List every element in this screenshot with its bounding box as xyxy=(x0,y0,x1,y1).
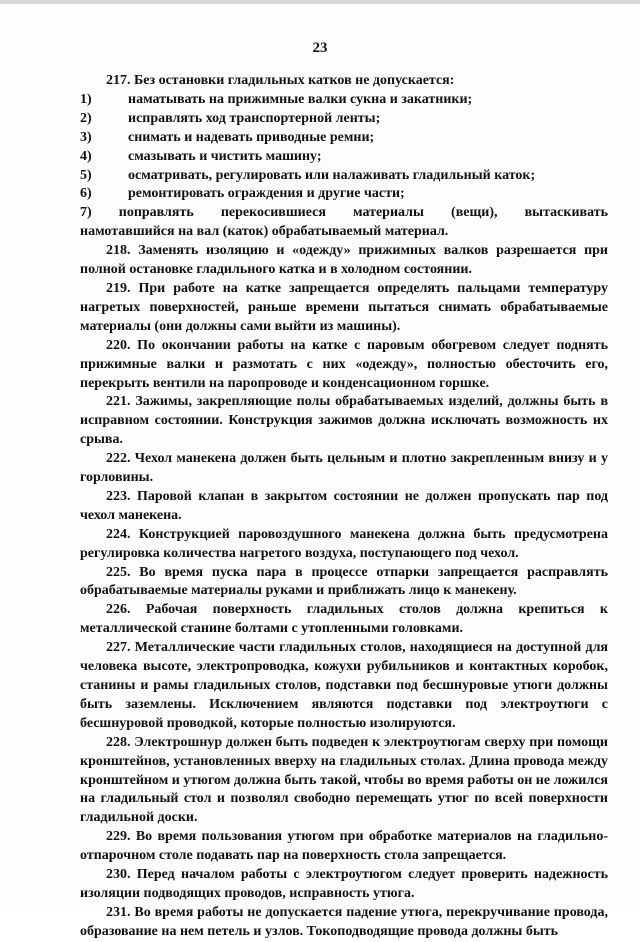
list-item-number: 2) xyxy=(80,110,92,126)
list-item xyxy=(80,148,608,167)
paragraph-225: 225. Во время пуска пара в процессе отпарки запрещается расправлять обрабатываемые материалы руками и приближать лицо к манекену. xyxy=(80,564,608,599)
list-item-number: 3) xyxy=(80,129,92,145)
paragraph-231: 231. Во время работы не допускается падение утюга, перекручивание провода, образование на нем петель и узлов. Токоподводящие провода должны быть xyxy=(80,904,608,939)
list-item xyxy=(80,185,608,204)
paragraph-221: 221. Зажимы, закрепляющие полы обрабатываемых изделий, должны быть в исправном состоянии. Конструкция зажимов должна исключать возможность их срыва. xyxy=(80,394,608,448)
list-item xyxy=(80,167,608,186)
list-item-text: исправлять ход транспортерной ленты; xyxy=(128,110,381,126)
scan-edge xyxy=(0,0,640,4)
list-item-7-first-line: 7) поправлять перекосившиеся материалы (вещи), вытаскивать xyxy=(80,205,608,221)
page-number: 23 xyxy=(312,40,328,56)
paragraph-223: 223. Паровой клапан в закрытом состоянии не должен пропускать пар под чехол манекена. xyxy=(80,488,608,523)
paragraph-230: 230. Перед началом работы с электроутюгом следует проверить надежность изоляции подводящих проводов, исправность утюга. xyxy=(80,867,608,901)
list-item-7-continuation: намотавшийся на вал (каток) обрабатываемый материал. xyxy=(80,224,449,240)
list-item-text: ремонтировать ограждения и другие части; xyxy=(128,186,405,202)
list-item-number: 5) xyxy=(80,167,92,183)
list-item xyxy=(80,129,608,148)
list-item xyxy=(80,110,608,129)
paragraph-219: 219. При работе на катке запрещается определять пальцами температуру нагретых поверхностей, раньше времени пытаться снимать обрабатываемые материалы (они должны сами выйти из машины). xyxy=(80,280,608,334)
document-body xyxy=(80,72,608,942)
list-item-number: 6) xyxy=(80,186,92,202)
paragraph-226: 226. Рабочая поверхность гладильных столов должна крепиться к металлической станине болтами с утопленными головками. xyxy=(80,602,608,637)
list-item-text: снимать и надевать приводные ремни; xyxy=(128,129,375,145)
list-item-text: наматывать на прижимные валки сукна и закатники; xyxy=(128,91,473,107)
paragraph-218: 218. Заменять изоляцию и «одежду» прижимных валков разрешается при полной остановке гладильного катка и в холодном состоянии. xyxy=(80,243,608,278)
list-item-number: 1) xyxy=(80,91,92,107)
list-item xyxy=(80,91,608,110)
paragraph-220: 220. По окончании работы на катке с паровым обогревом следует поднять прижимные валки и размотать с них «одежду», полностью обесточить его, перекрыть вентили на паропроводе и конденсационном горшке. xyxy=(80,337,608,391)
list-item-text: смазывать и чистить машину; xyxy=(128,148,322,164)
paragraph-224: 224. Конструкцией паровоздушного манекена должна быть предусмотрена регулировка количества нагретого воздуха, поступающего под чехол. xyxy=(80,526,608,561)
paragraph-222: 222. Чехол манекена должен быть цельным и плотно закрепленным внизу и у горловины. xyxy=(80,451,608,486)
paragraph-228: 228. Электрошнур должен быть подведен к электроутюгам сверху при помощи кронштейнов, установленных вверху на гладильных столах. Длина провода между кронштейном и утюгом должна быть такой, чтобы во время работы он не ложился на гладильный стол и позволял свободно перемещать утюг по всей поверхности гладильной доски. xyxy=(80,734,608,826)
list-item-number: 4) xyxy=(80,148,92,164)
paragraph-217-heading: 217. Без остановки гладильных катков не допускается: xyxy=(106,73,455,88)
paragraph-227: 227. Металлические части гладильных столов, находящиеся на доступной для человека высоте, электропроводка, кожухи рубильников и контактных коробок, станины и рамы гладильных столов, подставки под бесшнуровые утюги должны быть заземлены. Исключением являются подставки под электроутюги с бесшнуровой проводкой, которые полностью изолируются. xyxy=(80,640,608,731)
paragraph-229: 229. Во время пользования утюгом при обработке материалов на гладильно-отпарочном столе подавать пар на поверхность стола запрещается. xyxy=(80,829,608,864)
list-item-text: осматривать, регулировать или налаживать гладильный каток; xyxy=(128,167,536,183)
